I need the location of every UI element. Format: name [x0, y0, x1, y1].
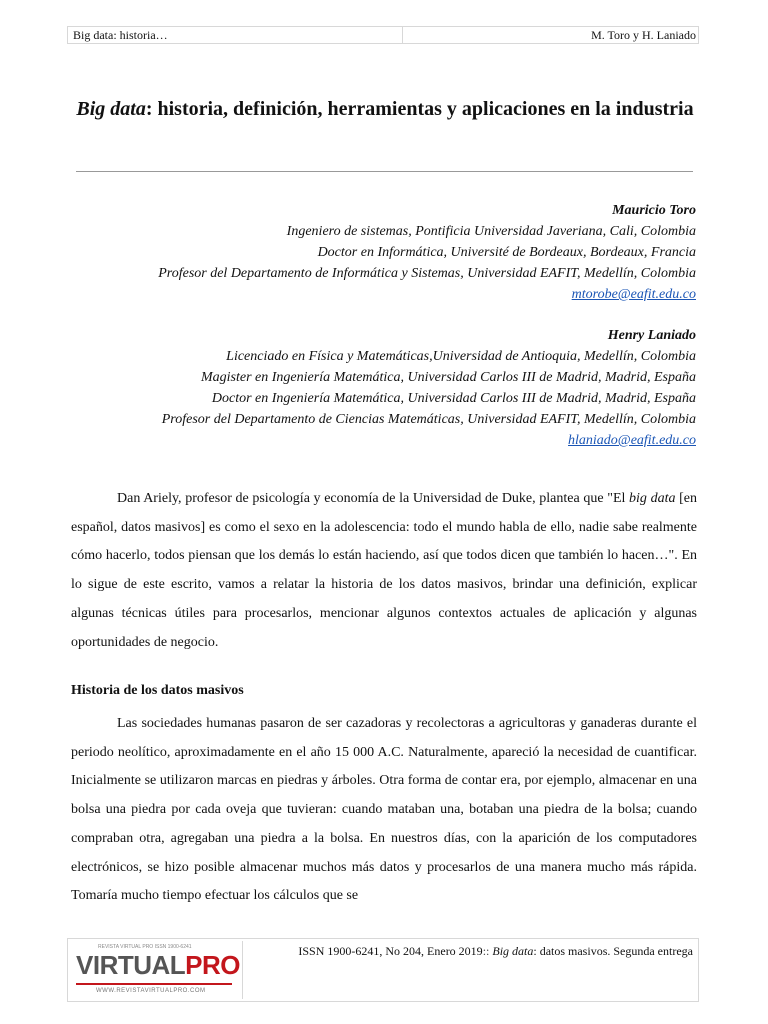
intro-paragraph — [71, 485, 697, 657]
footer-italic: Big data — [492, 944, 534, 958]
author-name: Henry Laniado — [607, 328, 696, 343]
logo-issn-text: REVISTA VIRTUAL PRO ISSN 1900-6241 — [98, 944, 192, 950]
author-email-link[interactable]: mtorobe@eafit.edu.co — [571, 287, 696, 302]
header-divider — [402, 27, 403, 43]
title-italic: Big data — [76, 98, 146, 120]
author-affiliation: Magister en Ingeniería Matemática, Universidad Carlos III de Madrid, Madrid, España — [201, 370, 696, 385]
footer-citation — [298, 944, 693, 958]
footer-rest: : datos masivos. Segunda entrega — [533, 944, 693, 958]
intro-text-post: [en español, datos masivos] es como el sexo en la adolescencia: todo el mundo habla de ello, nadie sabe realmente cómo hacerlo, todos piensan que los demás lo están haciendo, así que todos dicen que también lo hacen…". En lo sigue de este escrito, vamos a relatar la historia de los datos masivos, brindar una definición, explicar algunas técnicas útiles para procesarlos, mencionar algunos contextos actuales de aplicación y algunas oportunidades de negocio. — [71, 491, 697, 650]
author-affiliation: Profesor del Departamento de Informática y Sistemas, Universidad EAFIT, Medellín, Colombia — [158, 266, 696, 281]
author-email-link[interactable]: hlaniado@eafit.edu.co — [568, 433, 696, 448]
author-affiliation: Licenciado en Física y Matemáticas,Universidad de Antioquia, Medellín, Colombia — [226, 349, 696, 364]
author-block — [56, 200, 696, 451]
section-heading: Historia de los datos masivos — [71, 683, 244, 698]
virtualpro-logo — [70, 941, 243, 999]
footer-separator: :: — [482, 944, 493, 958]
footer-issn: ISSN 1900-6241, No 204, Enero 2019 — [298, 944, 483, 958]
header-authors: M. Toro y H. Laniado — [591, 28, 696, 42]
author-affiliation: Ingeniero de sistemas, Pontificia Universidad Javeriana, Cali, Colombia — [286, 224, 696, 239]
section-paragraph — [71, 710, 697, 911]
intro-text-pre: Dan Ariely, profesor de psicología y economía de la Universidad de Duke, plantea que "El — [117, 491, 630, 506]
author-name: Mauricio Toro — [612, 203, 696, 218]
author-affiliation: Profesor del Departamento de Ciencias Matemáticas, Universidad EAFIT, Medellín, Colombia — [161, 412, 696, 427]
header-short-title: Big data: historia… — [73, 28, 168, 42]
logo-url: WWW.REVISTAVIRTUALPRO.COM — [96, 988, 206, 994]
section-paragraph-text: Las sociedades humanas pasaron de ser cazadoras y recolectoras a agricultoras y ganaderas durante el periodo neolítico, aproximadamente en el año 15 000 A.C. Naturalmente, apareció la necesidad de cuantificar. Inicialmente se utilizaron marcas en piedras y árboles. Otra forma de contar era, por ejemplo, almacenar en una bolsa una piedra por cada oveja que tuvieran: cuando mataban una, botaban una piedra de la bolsa; cuando compraban otra, agregaban una piedra a la bolsa. En nuestros días, con la aparición de los computadores electrónicos, se hizo posible almacenar muchos más datos y procesarlos de una manera mucho más rápida. Tomaría mucho tiempo efectuar los cálculos que se — [71, 716, 697, 904]
author-affiliation: Doctor en Ingeniería Matemática, Universidad Carlos III de Madrid, Madrid, España — [211, 391, 696, 406]
running-header — [67, 26, 699, 44]
author-affiliation: Doctor en Informática, Université de Bordeaux, Bordeaux, Francia — [317, 245, 696, 260]
title-rest: : historia, definición, herramientas y aplicaciones en la industria — [145, 98, 694, 120]
title-rule — [76, 171, 693, 172]
page-footer — [67, 938, 699, 1002]
article-title — [70, 94, 700, 124]
logo-bar — [76, 983, 232, 985]
logo-wordmark: VIRTUALPRO — [76, 950, 241, 980]
intro-text-italic: big data — [629, 491, 676, 506]
